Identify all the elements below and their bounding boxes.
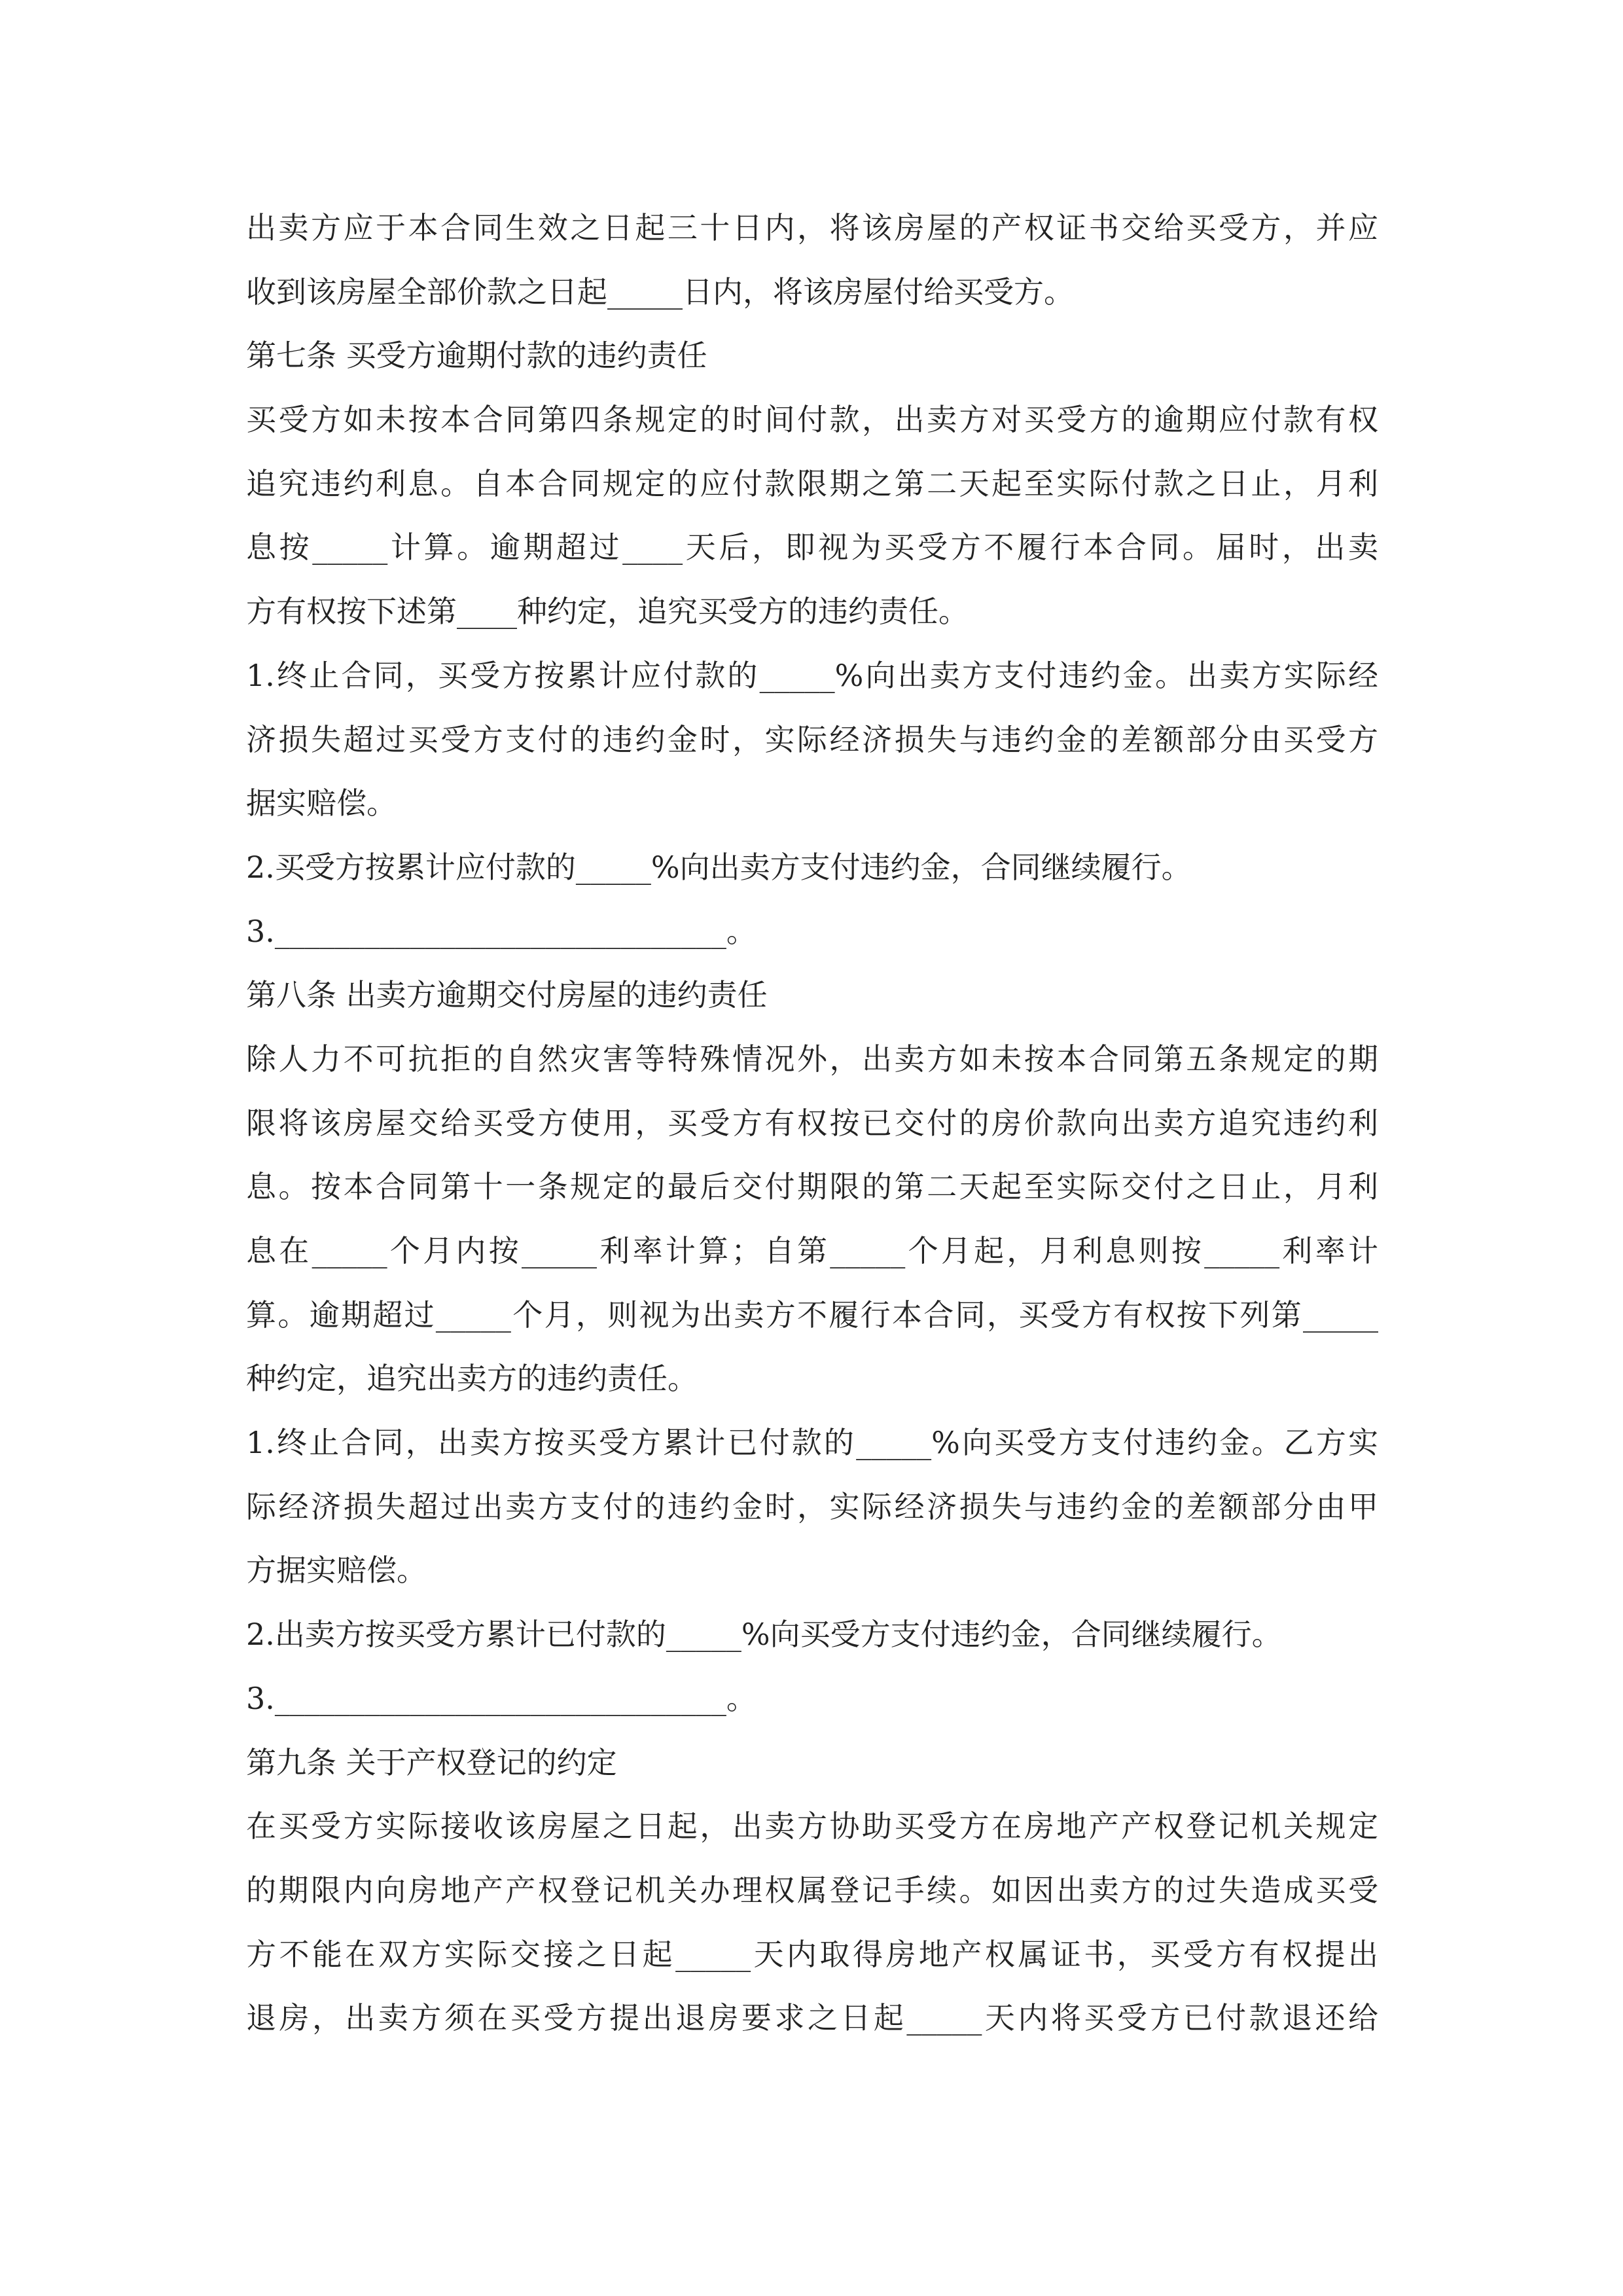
text-line: 方有权按下述第____种约定，追究买受方的违约责任。 [246,594,969,630]
text-line: 3.______________________________。 [246,913,757,949]
text-line: 在买受方实际接收该房屋之日起，出卖方协助买受方在房地产产权登记机关规定 [246,1808,1378,1844]
text-line: 的期限内向房地产产权登记机关办理权属登记手续。如因出卖方的过失造成买受 [246,1872,1378,1908]
text-line: 追究违约利息。自本合同规定的应付款限期之第二天起至实际付款之日止，月利 [246,465,1378,501]
text-line: 息。按本合同第十一条规定的最后交付期限的第二天起至实际交付之日止，月利 [246,1169,1378,1205]
text-line: 1.终止合同，出卖方按买受方累计已付款的_____%向买受方支付违约金。乙方实 [246,1425,1378,1461]
text-line: 限将该房屋交给买受方使用，买受方有权按已交付的房价款向出卖方追究违约利 [246,1105,1378,1141]
text-line: 2.买受方按累计应付款的_____%向出卖方支付违约金，合同继续履行。 [246,849,1192,885]
text-line: 据实赔偿。 [246,785,397,821]
text-line: 息在_____个月内按_____利率计算；自第_____个月起，月利息则按_____利率计 [246,1233,1378,1268]
text-line: 第七条 买受方逾期付款的违约责任 [246,338,707,374]
text-line: 出卖方应于本合同生效之日起三十日内，将该房屋的产权证书交给买受方，并应 [246,210,1378,245]
text-line: 方不能在双方实际交接之日起_____天内取得房地产权属证书，买受方有权提出 [246,1936,1378,1972]
text-line: 2.出卖方按买受方累计已付款的_____%向买受方支付违约金，合同继续履行。 [246,1617,1282,1653]
text-line: 息按_____计算。逾期超过____天后，即视为买受方不履行本合同。届时，出卖 [246,529,1378,565]
text-line: 济损失超过买受方支付的违约金时，实际经济损失与违约金的差额部分由买受方 [246,721,1378,757]
text-line: 除人力不可抗拒的自然灾害等特殊情况外，出卖方如未按本合同第五条规定的期 [246,1041,1378,1077]
text-line: 收到该房屋全部价款之日起_____日内，将该房屋付给买受方。 [246,274,1074,310]
text-line: 算。逾期超过_____个月，则视为出卖方不履行本合同，买受方有权按下列第_____ [246,1297,1378,1333]
contract-text-body [246,196,1378,2051]
text-line: 方据实赔偿。 [246,1552,427,1588]
text-line: 买受方如未按本合同第四条规定的时间付款，出卖方对买受方的逾期应付款有权 [246,402,1378,438]
text-line: 1.终止合同，买受方按累计应付款的_____%向出卖方支付违约金。出卖方实际经 [246,657,1378,693]
text-line: 第九条 关于产权登记的约定 [246,1744,617,1780]
text-line: 际经济损失超过出卖方支付的违约金时，实际经济损失与违约金的差额部分由甲 [246,1488,1378,1524]
text-line: 第八条 出卖方逾期交付房屋的违约责任 [246,977,768,1013]
text-line: 种约定，追究出卖方的违约责任。 [246,1361,698,1397]
text-line: 退房，出卖方须在买受方提出退房要求之日起_____天内将买受方已付款退还给 [246,2000,1378,2036]
text-line: 3.______________________________。 [246,1680,757,1716]
